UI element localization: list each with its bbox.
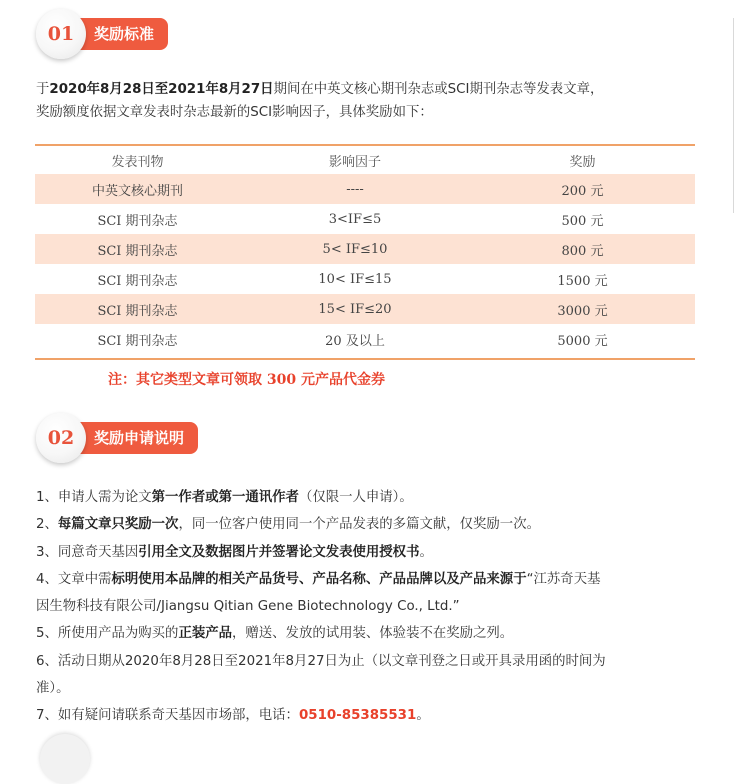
- list-item: [36, 566, 716, 593]
- cell-reward: 800 元: [561, 243, 604, 259]
- cell-journal: SCI 期刊杂志: [97, 213, 178, 229]
- cell-reward: 500 元: [561, 213, 604, 229]
- intro-line-1: [36, 78, 716, 101]
- rule-emphasis: 引用全文及数据图片并签署论文发表使用授权书: [138, 544, 420, 560]
- rule-text: 准）。: [36, 681, 70, 697]
- cell-impact-factor: 20 及以上: [325, 333, 385, 349]
- cell-impact-factor: ----: [346, 181, 364, 197]
- header-reward: 奖励: [569, 154, 596, 170]
- rule-text: ，赠送、发放的试用装、体验装不在奖励之列。: [232, 626, 514, 642]
- rule-text: ，同一位客户使用同一个产品发表的多篇文献，仅奖励一次。: [178, 517, 540, 533]
- section-title: 奖励申请说明: [80, 422, 198, 454]
- list-item: [36, 539, 716, 566]
- table-row: [35, 264, 695, 294]
- rule-text: 7、如有疑问请联系奇天基因市场部，电话：: [36, 708, 299, 724]
- cell-reward: 3000 元: [557, 303, 608, 319]
- rule-emphasis: 标明使用本品牌的相关产品货号、产品名称、产品品牌以及产品来源于: [111, 571, 527, 587]
- rule-text: 4、文章中需: [36, 571, 112, 587]
- intro-paragraph: [36, 78, 716, 124]
- list-item-continuation: [36, 675, 716, 702]
- header-impact-factor: 影响因子: [328, 154, 381, 170]
- section-title: 奖励标准: [80, 18, 168, 50]
- rule-emphasis: 每篇文章只奖励一次: [57, 517, 179, 533]
- table-row: [35, 294, 695, 324]
- header-journal: 发表刊物: [111, 154, 164, 170]
- rule-text: “江苏奇天基: [526, 571, 601, 587]
- cell-journal: SCI 期刊杂志: [97, 273, 178, 289]
- list-item: [36, 511, 716, 538]
- section-number-badge: [36, 413, 86, 463]
- cell-journal: SCI 期刊杂志: [97, 243, 178, 259]
- rule-emphasis: 正装产品: [178, 626, 232, 642]
- cell-impact-factor: 15< IF≤20: [318, 301, 392, 317]
- rule-text: 5、所使用产品为购买的: [36, 626, 179, 642]
- contact-phone[interactable]: 0510-85385531: [298, 708, 417, 724]
- rule-emphasis: 第一作者或第一通讯作者: [151, 490, 299, 505]
- cell-reward: 1500 元: [557, 273, 608, 289]
- list-item: [36, 702, 716, 729]
- table-row: [35, 324, 695, 354]
- list-item: [36, 484, 716, 511]
- cell-impact-factor: 3<IF≤5: [328, 211, 382, 227]
- intro-suffix: 期间在中英文核心期刊杂志或SCI期刊杂志等发表文章，: [273, 82, 604, 97]
- reward-table: [35, 144, 695, 360]
- section-number: 02: [47, 427, 75, 449]
- cell-impact-factor: 5< IF≤10: [322, 241, 388, 257]
- rule-text: 因生物科技有限公司/Jiangsu Qitian Gene Biotechnology Co., Ltd.”: [36, 599, 460, 615]
- cell-reward: 5000 元: [557, 333, 608, 349]
- rule-text: 1、申请人需为论文: [36, 490, 152, 505]
- section-header-application-instructions: [36, 413, 236, 465]
- table-row: [35, 204, 695, 234]
- next-section-badge-partial: [40, 734, 90, 784]
- rule-text: 。: [416, 708, 430, 724]
- list-item: [36, 648, 716, 675]
- table-header-row: [35, 146, 695, 174]
- rule-text: 。: [419, 544, 433, 560]
- table-note: 注：其它类型文章可领取 300 元产品代金券: [108, 372, 385, 388]
- section-number: 01: [47, 23, 75, 45]
- table-row: [35, 234, 695, 264]
- table-row: [35, 174, 695, 204]
- cell-impact-factor: 10< IF≤15: [318, 271, 392, 287]
- intro-date-range: 2020年8月28日至2021年8月27日: [49, 82, 274, 97]
- section-header-reward-standard: [36, 9, 236, 61]
- intro-line-2: 奖励额度依据文章发表时杂志最新的SCI影响因子，具体奖励如下：: [36, 105, 433, 120]
- rule-text: 6、活动日期从2020年8月28日至2021年8月27日为止（以文章刊登之日或开具录用函的时间为: [36, 653, 606, 669]
- list-item-continuation: [36, 593, 716, 620]
- intro-prefix: 于: [36, 82, 50, 97]
- application-rules-list: [36, 484, 716, 730]
- rule-text: 3、同意奇天基因: [36, 544, 139, 560]
- right-edge-divider: [733, 18, 734, 213]
- cell-reward: 200 元: [561, 183, 604, 199]
- rule-text: （仅限一人申请）。: [298, 490, 413, 505]
- table-bottom-rule: [35, 358, 695, 360]
- cell-journal: SCI 期刊杂志: [97, 333, 178, 349]
- list-item: [36, 620, 716, 647]
- cell-journal: 中英文核心期刊: [91, 183, 183, 199]
- rule-text: 2、: [36, 517, 58, 533]
- section-number-badge: [36, 9, 86, 59]
- cell-journal: SCI 期刊杂志: [97, 303, 178, 319]
